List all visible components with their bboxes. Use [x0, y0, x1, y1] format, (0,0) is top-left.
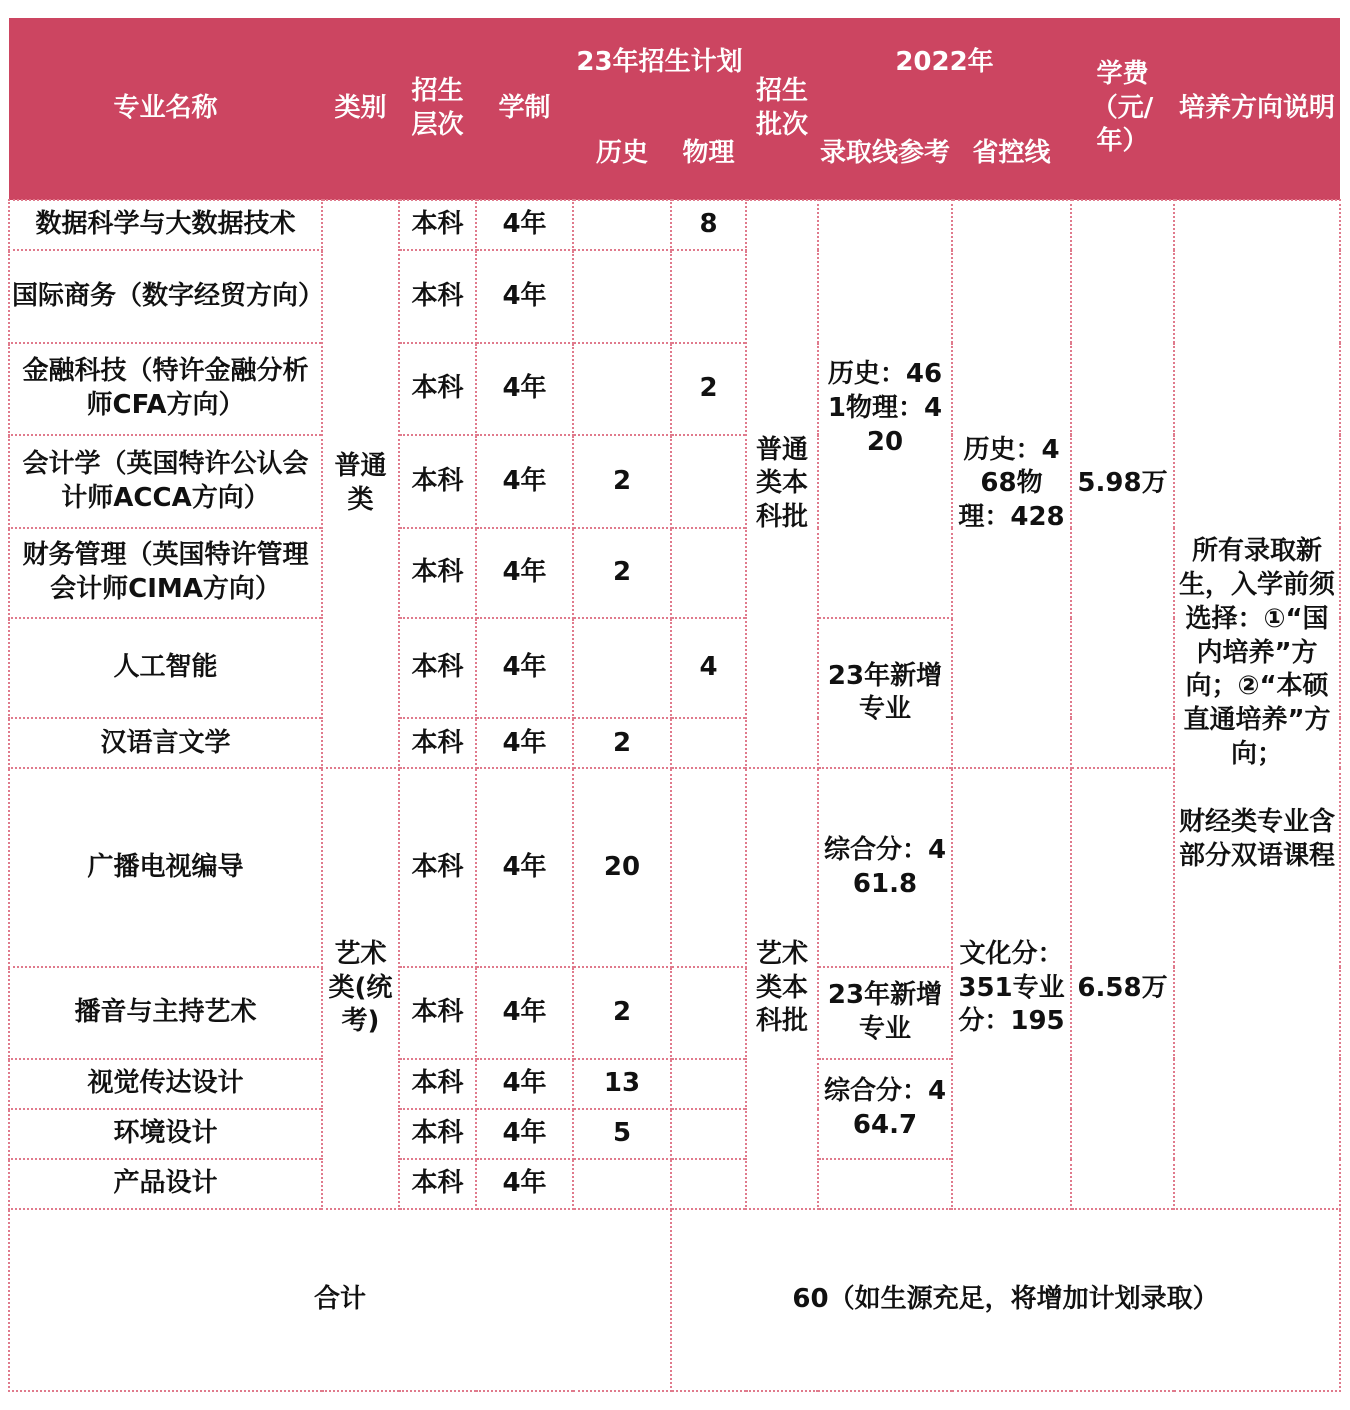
- plan-physics: [671, 718, 746, 768]
- plan-physics: [671, 528, 746, 618]
- header-year-2022: 2022年: [818, 18, 1071, 108]
- plan-physics: [671, 435, 746, 528]
- major-name: 播音与主持艺术: [9, 967, 322, 1059]
- plan-history: [573, 618, 671, 718]
- plan-physics: 4: [671, 618, 746, 718]
- level: 本科: [399, 435, 476, 528]
- total-value: 60（如生源充足，将增加计划录取）: [671, 1209, 1340, 1391]
- header-category: 类别: [322, 18, 399, 200]
- major-name: 数据科学与大数据技术: [9, 200, 322, 250]
- batch-art: 艺术类本科批: [746, 768, 818, 1208]
- level: 本科: [399, 1109, 476, 1159]
- total-row: [9, 1209, 1340, 1391]
- plan-physics: [671, 967, 746, 1059]
- duration: 4年: [476, 250, 573, 343]
- duration: 4年: [476, 718, 573, 768]
- plan-physics: [671, 1159, 746, 1209]
- duration: 4年: [476, 1109, 573, 1159]
- plan-history: [573, 200, 671, 250]
- provincial-line-general: 历史：468物理：428: [952, 200, 1071, 768]
- plan-physics: [671, 1109, 746, 1159]
- plan-physics: 2: [671, 343, 746, 435]
- tuition-general: 5.98万: [1071, 200, 1174, 768]
- plan-history: [573, 250, 671, 343]
- level: 本科: [399, 618, 476, 718]
- header-direction-note: 培养方向说明: [1174, 18, 1340, 200]
- admit-line-general: [818, 200, 952, 618]
- plan-history: 2: [573, 967, 671, 1059]
- level: 本科: [399, 1059, 476, 1109]
- plan-physics: [671, 768, 746, 966]
- duration: 4年: [476, 435, 573, 528]
- level: 本科: [399, 967, 476, 1059]
- plan-history: 2: [573, 435, 671, 528]
- duration: 4年: [476, 200, 573, 250]
- direction-note: [1174, 200, 1340, 1209]
- plan-physics: [671, 1059, 746, 1109]
- plan-physics: 8: [671, 200, 746, 250]
- major-name: 会计学（英国特许公认会计师ACCA方向）: [9, 435, 322, 528]
- level: 本科: [399, 343, 476, 435]
- direction-note-part2: 财经类专业含部分双语课程: [1178, 806, 1335, 871]
- header-duration: 学制: [476, 18, 573, 200]
- major-name: 汉语言文学: [9, 718, 322, 768]
- major-name: 视觉传达设计: [9, 1059, 322, 1109]
- plan-history: 2: [573, 718, 671, 768]
- header-plan-23: 23年招生计划: [573, 18, 746, 108]
- plan-history: 5: [573, 1109, 671, 1159]
- header-batch: 招生批次: [746, 18, 818, 200]
- table-row: [9, 768, 1340, 966]
- total-label: 合计: [9, 1209, 671, 1391]
- admit-line-general-text: 历史：461物理：420: [827, 359, 943, 458]
- level: 本科: [399, 1159, 476, 1209]
- header-provincial-line: 省控线: [952, 108, 1071, 200]
- level: 本科: [399, 200, 476, 250]
- major-name: 金融科技（特许金融分析师CFA方向）: [9, 343, 322, 435]
- major-name: 产品设计: [9, 1159, 322, 1209]
- new-major-general: 23年新增专业: [818, 618, 952, 768]
- header-history: 历史: [573, 108, 671, 200]
- duration: 4年: [476, 528, 573, 618]
- tuition-art: 6.58万: [1071, 768, 1174, 1208]
- duration: 4年: [476, 1159, 573, 1209]
- batch-general: 普通类本科批: [746, 200, 818, 768]
- duration: 4年: [476, 618, 573, 718]
- admit-line-art-2: 综合分：464.7: [818, 1059, 952, 1159]
- table-row: [9, 200, 1340, 250]
- level: 本科: [399, 250, 476, 343]
- plan-history: [573, 343, 671, 435]
- duration: 4年: [476, 343, 573, 435]
- admit-line-art-1: 综合分：461.8: [818, 768, 952, 966]
- header-tuition: 学费（元/年）: [1071, 18, 1174, 200]
- major-name: 广播电视编导: [9, 768, 322, 966]
- major-name: 环境设计: [9, 1109, 322, 1159]
- header-major: 专业名称: [9, 18, 322, 200]
- header-physics: 物理: [671, 108, 746, 200]
- header-level: 招生层次: [399, 18, 476, 200]
- admission-plan-table: [8, 18, 1341, 1392]
- plan-history: 13: [573, 1059, 671, 1109]
- duration: 4年: [476, 967, 573, 1059]
- new-major-art: 23年新增专业: [818, 967, 952, 1059]
- duration: 4年: [476, 1059, 573, 1109]
- plan-history: [573, 1159, 671, 1209]
- header-admit-line: 录取线参考: [818, 108, 952, 200]
- level: 本科: [399, 768, 476, 966]
- plan-history: 2: [573, 528, 671, 618]
- level: 本科: [399, 528, 476, 618]
- provincial-line-art: 文化分：351专业分：195: [952, 768, 1071, 1208]
- category-art: 艺术类(统考): [322, 768, 399, 1208]
- major-name: 财务管理（英国特许管理会计师CIMA方向）: [9, 528, 322, 618]
- admit-line-art-empty: [818, 1159, 952, 1209]
- level: 本科: [399, 718, 476, 768]
- major-name: 人工智能: [9, 618, 322, 718]
- plan-history: 20: [573, 768, 671, 966]
- category-general: 普通类: [322, 200, 399, 768]
- plan-physics: [671, 250, 746, 343]
- direction-note-part1: 所有录取新生，入学前须选择：①“国内培养”方向；②“本硕直通培养”方向；: [1178, 536, 1335, 770]
- duration: 4年: [476, 768, 573, 966]
- major-name: 国际商务（数字经贸方向）: [9, 250, 322, 343]
